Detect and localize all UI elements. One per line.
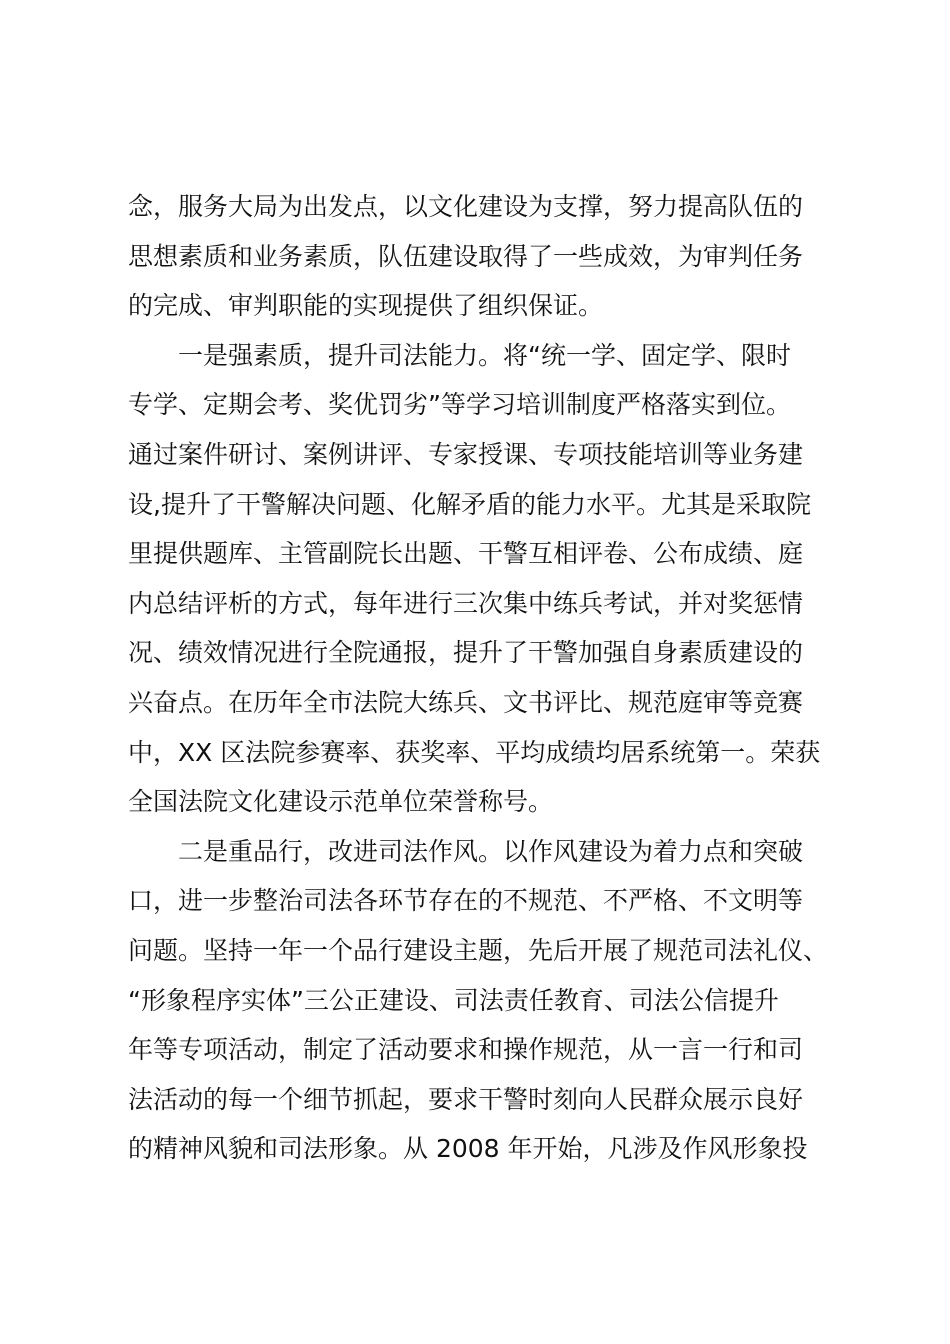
text-line: “形象程序实体”三公正建设、司法责任教育、司法公信提升 bbox=[128, 985, 779, 1015]
text-line: 的精神风貌和司法形象。从 2008 年开始，凡涉及作风形象投 bbox=[128, 1134, 808, 1164]
text-line: 问题。坚持一年一个品行建设主题，先后开展了规范司法礼仪、 bbox=[128, 935, 829, 965]
text-line: 全国法院文化建设示范单位荣誉称号。 bbox=[128, 787, 554, 817]
text-line: 通过案件研讨、案例讲评、专家授课、专项技能培训等业务建 bbox=[128, 439, 804, 469]
text-line: 口，进一步整治司法各环节存在的不规范、不严格、不文明等 bbox=[128, 886, 804, 916]
text-line: 中，XX 区法院参赛率、获奖率、平均成绩均居系统第一。荣获 bbox=[128, 737, 821, 767]
text-line: 法活动的每一个细节抓起，要求干警时刻向人民群众展示良好 bbox=[128, 1084, 804, 1114]
text-line: 年等专项活动，制定了活动要求和操作规范，从一言一行和司 bbox=[128, 1035, 804, 1065]
text-line: 里提供题库、主管副院长出题、干警互相评卷、公布成绩、庭 bbox=[128, 539, 804, 569]
text-line: 况、绩效情况进行全院通报，提升了干警加强自身素质建设的 bbox=[128, 638, 804, 668]
paragraph-start-line: 一是强素质，提升司法能力。将“统一学、固定学、限时 bbox=[178, 340, 791, 370]
body-text bbox=[128, 182, 840, 1174]
text-line: 的完成、审判职能的实现提供了组织保证。 bbox=[128, 291, 604, 321]
text-line: 思想素质和业务素质，队伍建设取得了一些成效，为审判任务 bbox=[128, 241, 804, 271]
text-line: 念，服务大局为出发点，以文化建设为支撑，努力提高队伍的 bbox=[128, 192, 804, 221]
text-line: 兴奋点。在历年全市法院大练兵、文书评比、规范庭审等竞赛 bbox=[128, 687, 804, 717]
text-line: 内总结评析的方式，每年进行三次集中练兵考试，并对奖惩情 bbox=[128, 588, 804, 618]
text-line: 专学、定期会考、奖优罚劣”等学习培训制度严格落实到位。 bbox=[128, 390, 791, 420]
paragraph-start-line: 二是重品行，改进司法作风。以作风建设为着力点和突破 bbox=[178, 836, 804, 866]
text-line: 设,提升了干警解决问题、化解矛盾的能力水平。尤其是采取院 bbox=[128, 489, 811, 519]
